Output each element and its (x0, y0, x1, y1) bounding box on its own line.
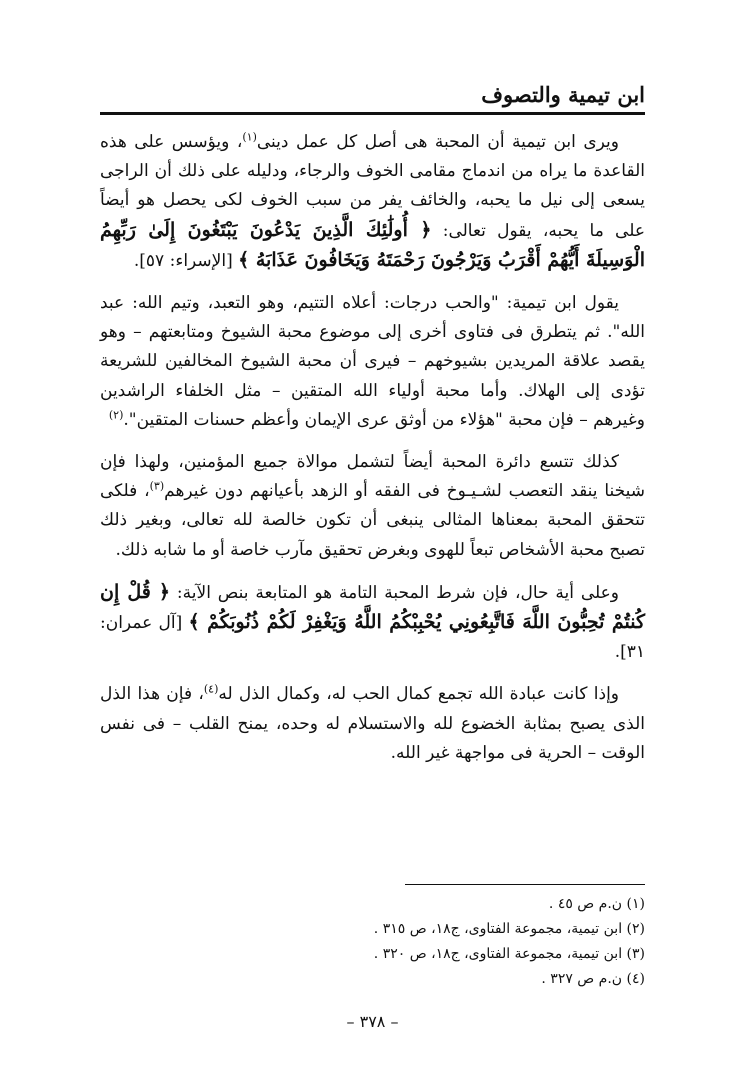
page-number: – ٣٧٨ – (346, 1012, 399, 1031)
paragraph-5-text-a: وإذا كانت عبادة الله تجمع كمال الحب له، وكمال الذل له (218, 684, 619, 705)
footnote-separator (405, 884, 645, 885)
main-text (100, 128, 645, 781)
footnote-ref-4: (٤) (203, 682, 219, 696)
paragraph-1-text-a: ويرى ابن تيمية أن المحبة هى أصل كل عمل دينى (256, 132, 619, 152)
verse-reference-2: [آل عمران: ٣١]. (100, 613, 645, 663)
quran-verse-1: ﴿ أُولَٰئِكَ الَّذِينَ يَدْعُونَ يَبْتَغُونَ إِلَىٰ رَبِّهِمُ الْوَسِيلَةَ أَيُّهُمْ أَقْرَبُ وَيَرْجُونَ رَحْمَتَهُ وَيَخَافُونَ عَذَابَهُ ﴾ (100, 218, 645, 271)
paragraph-2-text: يقول ابن تيمية: "والحب درجات: أعلاه التتيم، وهو التعبد، وتيم الله: عبد الله". ثم يتطرق فى فتاوى أخرى إلى موضوع محبة الشيوخ ومتابعتهم – وهو يقصد علاقة المريدين بشيوخهم – فيرى أن محبة الشيوخ المخالفين للشريعة تؤدى إلى الهلاك. وأما محبة أولياء الله المتقين – مثل الخلفاء الراشدين وغيرهم – فإن محبة "هؤلاء من أوثق عرى الإيمان وأعظم حسنات المتقين". (100, 293, 645, 430)
running-head-title: ابن تيمية والتصوف (481, 82, 645, 107)
footnote-2: (٢) ابن تيمية، مجموعة الفتاوى، ج١٨، ص ٣١٥ . (373, 921, 645, 937)
footnote-3: (٣) ابن تيمية، مجموعة الفتاوى، ج١٨، ص ٣٢٠ . (373, 946, 645, 962)
footnotes (100, 892, 645, 992)
paragraph-2 (100, 289, 645, 435)
paragraph-4-text: وعلى أية حال، فإن شرط المحبة التامة هو المتابعة بنص الآية: (176, 582, 619, 603)
paragraph-4 (100, 578, 645, 668)
footnote-ref-3: (٣) (149, 479, 165, 493)
paragraph-1 (100, 128, 645, 276)
verse-reference-1: [الإسراء: ٥٧]. (133, 250, 233, 271)
paragraph-3-text-a: كذلك تتسع دائرة المحبة أيضاً لتشمل موالاة جميع المؤمنين، ولهذا فإن شيخنا ينقد التعصب لشـيـوخ فى الفقه أو الزهد بأعيانهم دون غيرهم (100, 452, 646, 502)
footnote-1: (١) ن.م ص ٤٥ . (548, 896, 645, 912)
header-rule (100, 112, 645, 115)
footnote-ref-2: (٢) (108, 408, 124, 422)
paragraph-3 (100, 448, 645, 565)
paragraph-5-text-b: ، فإن هذا الذل الذى يصبح بمثابة الخضوع لله والاستسلام له وحده، يمنح القلب – فى نفس الوقت – الحرية فى مواجهة غير الله. (100, 684, 645, 763)
footnote-ref-1: (١) (242, 130, 257, 144)
footnote-4: (٤) ن.م ص ٣٢٧ . (541, 971, 645, 987)
quran-verse-2: ﴿ قُلْ إِن كُنتُمْ تُحِبُّونَ اللَّهَ فَاتَّبِعُونِي يُحْبِبْكُمُ اللَّهُ وَيَغْفِرْ لَكُمْ ذُنُوبَكُمْ ﴾ (100, 580, 646, 634)
paragraph-1-text-b: ، ويؤسس على هذه القاعدة ما يراه من اندماج مقامى الخوف والرجاء، ودليله على ذلك أن الراجى يسعى إلى نيل ما يحبه، والخائف يفر من سبب الخوف لكى يحصل هو أيضاً على ما يحبه، يقول تعالى: (100, 132, 646, 241)
paragraph-3-text-b: ، فلكى تتحقق المحبة بمعناها المثالى ينبغى أن تكون خالصة لله تعالى، وبغير ذلك تصبح محبة الأشخاص تبعاً للهوى وبغرض تحقيق مآرب خاصة أو ما شابه ذلك. (100, 481, 645, 560)
paragraph-5 (100, 680, 645, 768)
